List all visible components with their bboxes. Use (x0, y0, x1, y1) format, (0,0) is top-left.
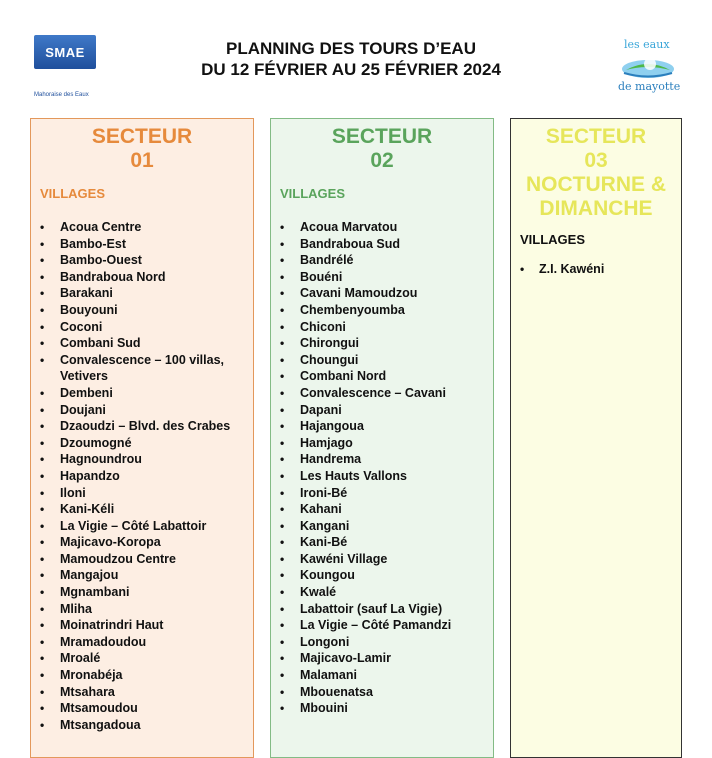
list-item: • Hajangoua (271, 418, 493, 435)
list-item: • Chirongui (271, 335, 493, 352)
list-item: • La Vigie – Côté Pamandzi (271, 617, 493, 634)
list-item: • Chembenyoumba (271, 302, 493, 319)
list-item: • Bambo-Ouest (31, 252, 253, 269)
list-item: • Mtsangadoua (31, 717, 253, 734)
list-item: • Dembeni (31, 385, 253, 402)
list-item: • Mtsahara (31, 684, 253, 701)
list-item: • Bandrélé (271, 252, 493, 269)
sector-01-title-line-1: SECTEUR (91, 125, 193, 148)
list-item: • Acoua Marvatou (271, 219, 493, 236)
list-item: • Kani-Bé (271, 534, 493, 551)
list-item: • Mgnambani (31, 584, 253, 601)
list-item: • Majicavo-Koropa (31, 534, 253, 551)
smae-logo-mark: SMAE (34, 35, 96, 69)
list-item: • Les Hauts Vallons (271, 468, 493, 485)
list-item: • Mbouini (271, 700, 493, 717)
list-item: • Koungou (271, 567, 493, 584)
sector-03-title-line-4: DIMANCHE (539, 197, 653, 220)
sector-02-villages-label: VILLAGES (280, 186, 346, 201)
sector-03-title (511, 125, 681, 221)
list-item: • Mronabéja (31, 667, 253, 684)
list-item: • Handrema (271, 451, 493, 468)
list-item: • Labattoir (sauf La Vigie) (271, 601, 493, 618)
list-item: • Hagnoundrou (31, 451, 253, 468)
list-item: • Barakani (31, 285, 253, 302)
list-item: • Kwalé (271, 584, 493, 601)
list-item: • Hapandzo (31, 468, 253, 485)
list-item: • Mangajou (31, 567, 253, 584)
list-item: • Mroalé (31, 650, 253, 667)
eaux-logo-bottom-text: de mayotte (618, 80, 681, 93)
list-item: • Kahani (271, 501, 493, 518)
list-item: • Bandraboua Sud (271, 236, 493, 253)
sector-03-column (510, 118, 682, 758)
sector-03-title-line-3: NOCTURNE & (526, 173, 666, 196)
sector-01-title (31, 125, 253, 173)
list-item: • Bambo-Est (31, 236, 253, 253)
list-item: • Z.I. Kawéni (511, 261, 681, 278)
page-title (130, 38, 572, 80)
sector-03-title-line-1: SECTEUR (545, 125, 647, 148)
sector-02-village-list (271, 219, 493, 717)
sector-03-title-line-2: 03 (584, 149, 608, 172)
list-item: • Dzaoudzi – Blvd. des Crabes (31, 418, 253, 435)
list-item: • Moinatrindri Haut (31, 617, 253, 634)
list-item: • Mtsamoudou (31, 700, 253, 717)
sector-02-title (271, 125, 493, 173)
sector-03-villages-label: VILLAGES (520, 232, 586, 247)
list-item: • Dzoumogné (31, 435, 253, 452)
smae-logo (34, 35, 98, 107)
smae-logo-subtitle: Mahoraise des Eaux (34, 92, 89, 98)
list-item: • Mliha (31, 601, 253, 618)
list-item: • Bouéni (271, 269, 493, 286)
list-item: • Mramadoudou (31, 634, 253, 651)
list-item: • Cavani Mamoudzou (271, 285, 493, 302)
list-item: • Chiconi (271, 319, 493, 336)
sector-01-villages-label: VILLAGES (40, 186, 106, 201)
list-item: • Bandraboua Nord (31, 269, 253, 286)
list-item: • Majicavo-Lamir (271, 650, 493, 667)
list-item: • Choungui (271, 352, 493, 369)
sector-01-title-line-2: 01 (130, 149, 154, 172)
list-item: • Malamani (271, 667, 493, 684)
eaux-de-mayotte-logo (612, 36, 682, 100)
water-drop-icon (620, 52, 676, 82)
list-item: • Convalescence – Cavani (271, 385, 493, 402)
list-item: • La Vigie – Côté Labattoir (31, 518, 253, 535)
list-item: • Kangani (271, 518, 493, 535)
list-item: • Iloni (31, 485, 253, 502)
sector-02-column (270, 118, 494, 758)
list-item: • Convalescence – 100 villas, Vetivers (31, 352, 253, 385)
list-item: • Ironi-Bé (271, 485, 493, 502)
list-item: • Combani Nord (271, 368, 493, 385)
list-item: • Mbouenatsa (271, 684, 493, 701)
list-item: • Dapani (271, 402, 493, 419)
eaux-logo-top-text: les eaux (624, 38, 670, 51)
sector-02-title-line-2: 02 (370, 149, 394, 172)
list-item: • Kawéni Village (271, 551, 493, 568)
sector-01-column (30, 118, 254, 758)
list-item: • Longoni (271, 634, 493, 651)
list-item: • Hamjago (271, 435, 493, 452)
list-item: • Combani Sud (31, 335, 253, 352)
title-line-2: DU 12 FÉVRIER AU 25 FÉVRIER 2024 (201, 60, 501, 79)
list-item: • Coconi (31, 319, 253, 336)
sector-03-village-list (511, 261, 681, 278)
list-item: • Doujani (31, 402, 253, 419)
list-item: • Mamoudzou Centre (31, 551, 253, 568)
list-item: • Bouyouni (31, 302, 253, 319)
sector-02-title-line-1: SECTEUR (331, 125, 433, 148)
sector-01-village-list (31, 219, 253, 733)
list-item: • Kani-Kéli (31, 501, 253, 518)
title-line-1: PLANNING DES TOURS D’EAU (226, 39, 476, 58)
list-item: • Acoua Centre (31, 219, 253, 236)
